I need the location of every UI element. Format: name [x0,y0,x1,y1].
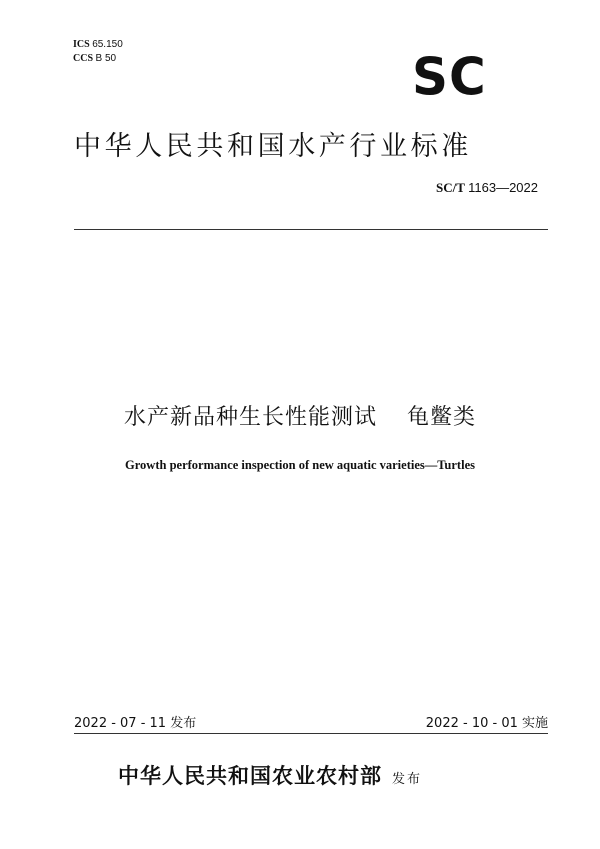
standard-number-code: 1163—2022 [468,180,538,195]
standard-category-title: 中华人民共和国水产行业标准 [74,131,472,162]
implementation-date: 2022 - 10 - 01 实施 [425,716,548,731]
standard-number [436,180,538,196]
sc-logo: SC [412,46,487,108]
ics-code: 65.150 [92,39,123,50]
ics-line [73,38,123,52]
ccs-label: CCS [73,53,94,64]
top-divider [74,229,548,230]
bottom-divider [74,733,548,734]
document-title-sub: 龟鳖类 [407,405,477,430]
issuer-name: 中华人民共和国农业农村部 [118,763,382,788]
document-title-en: Growth performance inspection of new aquatic varieties—Turtles [125,458,475,472]
classification-codes [73,38,123,66]
issuer [118,760,422,790]
document-title-cn [0,400,600,431]
ccs-code: B 50 [95,53,117,64]
standard-number-prefix: SC/T [435,180,465,195]
issuer-action: 发布 [392,772,423,787]
ics-label: ICS [73,39,90,50]
ccs-line [73,52,123,66]
document-title-main: 水产新品种生长性能测试 [123,405,377,430]
issue-date: 2022 - 07 - 11 发布 [74,716,197,731]
